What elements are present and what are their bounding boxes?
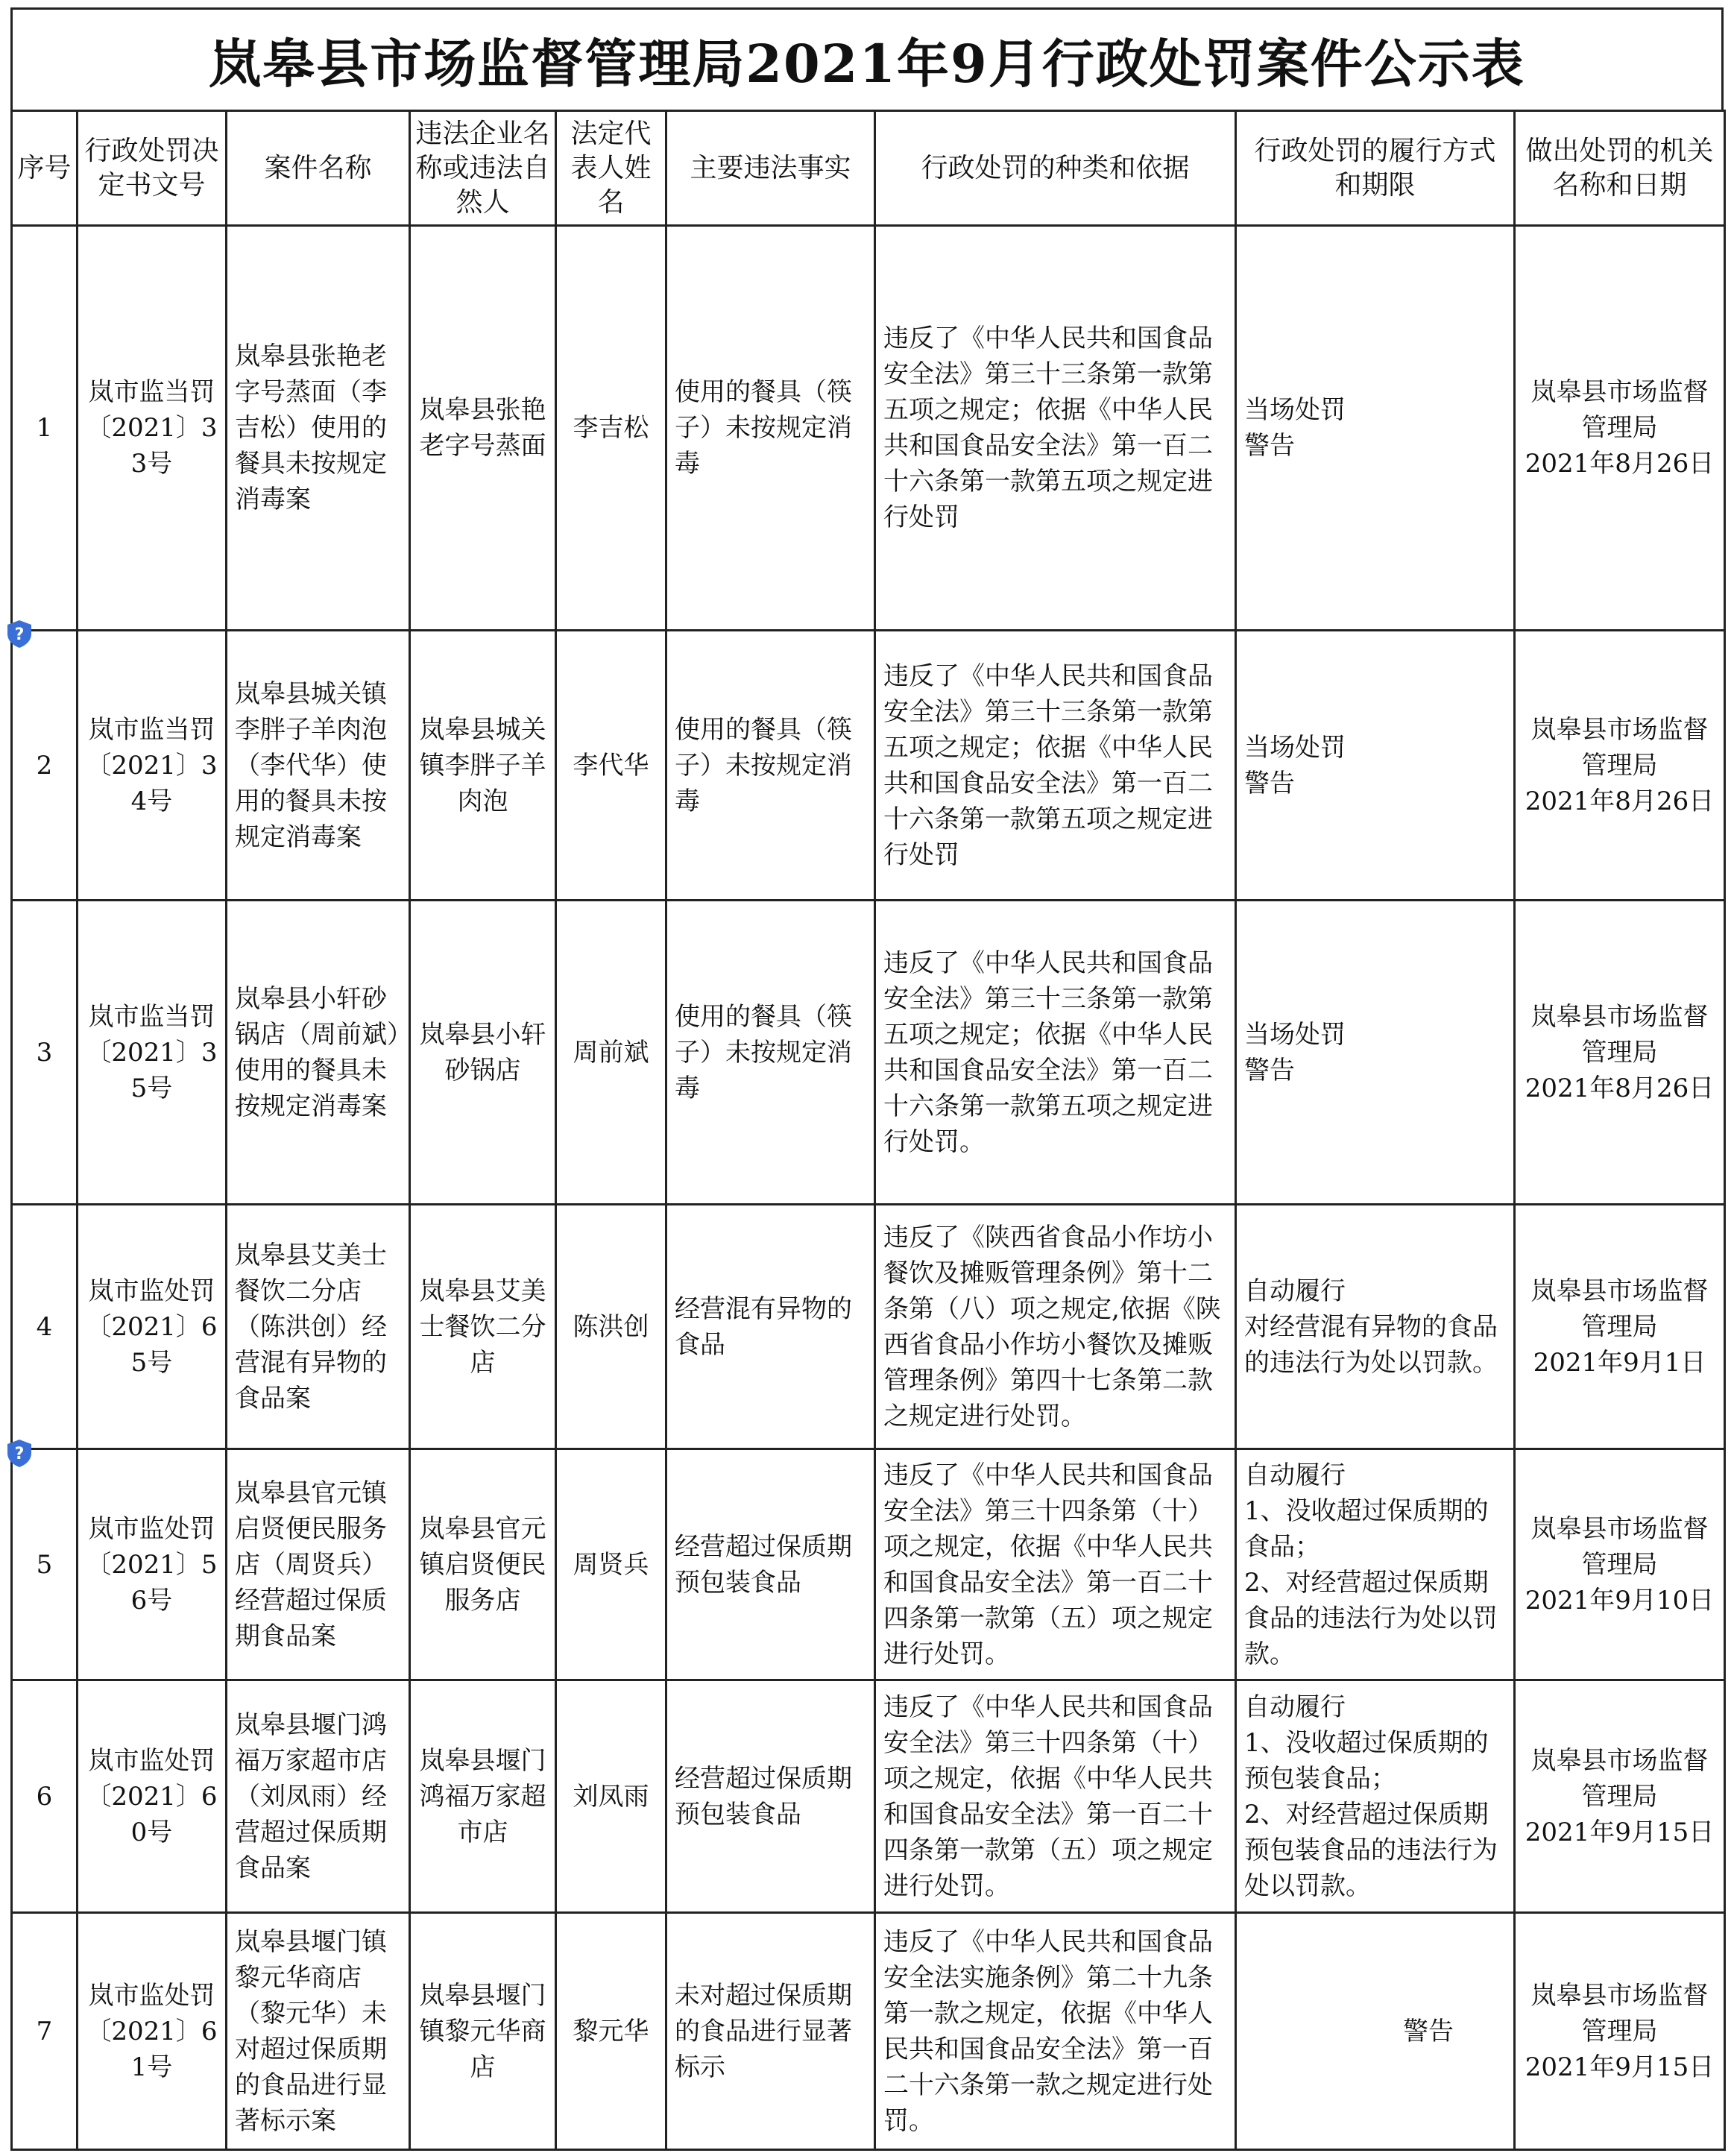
cell-legal-rep: 周前斌 <box>556 901 666 1205</box>
document-page <box>10 7 1724 2151</box>
title-bar <box>10 7 1724 110</box>
cell-execution: 自动履行 1、没收超过保质期的食品； 2、对经营超过保质期食品的违法行为处以罚款。 <box>1236 1449 1515 1680</box>
cell-party: 岚皋县堰门鸿福万家超市店 <box>410 1680 556 1913</box>
cell-party: 岚皋县官元镇启贤便民服务店 <box>410 1449 556 1680</box>
cell-seq: 5 <box>12 1449 78 1680</box>
cell-party: 岚皋县小轩砂锅店 <box>410 901 556 1205</box>
cell-legal-rep: 刘凤雨 <box>556 1680 666 1913</box>
cell-facts: 经营超过保质期预包装食品 <box>666 1680 875 1913</box>
cell-party: 岚皋县张艳老字号蒸面 <box>410 226 556 631</box>
table-row <box>12 1913 1725 2150</box>
cell-legal-rep: 陈洪创 <box>556 1205 666 1449</box>
cell-penalty: 违反了《中华人民共和国食品安全法》第三十三条第一款第五项之规定；依据《中华人民共和国食品安全法》第一百二十六条第一款第五项之规定进行处罚。 <box>875 901 1236 1205</box>
header-facts: 主要违法事实 <box>666 111 875 226</box>
cell-penalty: 违反了《中华人民共和国食品安全法》第三十三条第一款第五项之规定；依据《中华人民共和国食品安全法》第一百二十六条第一款第五项之规定进行处罚 <box>875 226 1236 631</box>
cell-seq: 3 <box>12 901 78 1205</box>
cell-execution: 当场处罚 警告 <box>1236 631 1515 901</box>
cell-case-name: 岚皋县官元镇启贤便民服务店（周贤兵）经营超过保质期食品案 <box>227 1449 410 1680</box>
cell-party: 岚皋县堰门镇黎元华商店 <box>410 1913 556 2150</box>
cell-execution: 警告 <box>1236 1913 1515 2150</box>
cell-seq: 4 <box>12 1205 78 1449</box>
cell-case-name: 岚皋县堰门镇黎元华商店（黎元华）未对超过保质期的食品进行显著标示案 <box>227 1913 410 2150</box>
table-header-row <box>12 111 1725 226</box>
cell-case-name: 岚皋县堰门鸿福万家超市店（刘凤雨）经营超过保质期食品案 <box>227 1680 410 1913</box>
table-row <box>12 1449 1725 1680</box>
cell-doc-no: 岚市监处罚〔2021〕56号 <box>78 1449 227 1680</box>
cell-facts: 使用的餐具（筷子）未按规定消毒 <box>666 901 875 1205</box>
cell-authority: 岚皋县市场监督管理局 2021年9月15日 <box>1515 1913 1725 2150</box>
header-legal-rep: 法定代表人姓名 <box>556 111 666 226</box>
header-case-name: 案件名称 <box>227 111 410 226</box>
cell-authority: 岚皋县市场监督管理局 2021年9月15日 <box>1515 1680 1725 1913</box>
cell-facts: 使用的餐具（筷子）未按规定消毒 <box>666 631 875 901</box>
cell-execution: 当场处罚 警告 <box>1236 226 1515 631</box>
cell-doc-no: 岚市监当罚〔2021〕33号 <box>78 226 227 631</box>
cell-penalty: 违反了《中华人民共和国食品安全法》第三十四条第（十）项之规定，依据《中华人民共和国食品安全法》第一百二十四条第一款第（五）项之规定进行处罚。 <box>875 1680 1236 1913</box>
cell-doc-no: 岚市监处罚〔2021〕61号 <box>78 1913 227 2150</box>
cell-seq: 7 <box>12 1913 78 2150</box>
cell-doc-no: 岚市监当罚〔2021〕35号 <box>78 901 227 1205</box>
cell-facts: 未对超过保质期的食品进行显著标示 <box>666 1913 875 2150</box>
cell-legal-rep: 李吉松 <box>556 226 666 631</box>
svg-text:?: ? <box>14 625 25 644</box>
header-seq: 序号 <box>12 111 78 226</box>
cell-facts: 经营超过保质期预包装食品 <box>666 1449 875 1680</box>
cell-seq: 6 <box>12 1680 78 1913</box>
cell-execution: 当场处罚 警告 <box>1236 901 1515 1205</box>
cell-doc-no: 岚市监处罚〔2021〕65号 <box>78 1205 227 1449</box>
cell-authority: 岚皋县市场监督管理局 2021年8月26日 <box>1515 901 1725 1205</box>
table-row <box>12 226 1725 631</box>
table-row <box>12 1205 1725 1449</box>
cell-case-name: 岚皋县张艳老字号蒸面（李吉松）使用的餐具未按规定消毒案 <box>227 226 410 631</box>
cell-seq: 2 <box>12 631 78 901</box>
cell-legal-rep: 李代华 <box>556 631 666 901</box>
header-party: 违法企业名称或违法自然人 <box>410 111 556 226</box>
header-authority: 做出处罚的机关名称和日期 <box>1515 111 1725 226</box>
cell-authority: 岚皋县市场监督管理局 2021年8月26日 <box>1515 631 1725 901</box>
header-execution: 行政处罚的履行方式和期限 <box>1236 111 1515 226</box>
cell-execution: 自动履行 对经营混有异物的食品的违法行为处以罚款。 <box>1236 1205 1515 1449</box>
cell-party: 岚皋县城关镇李胖子羊肉泡 <box>410 631 556 901</box>
header-doc-no: 行政处罚决定书文号 <box>78 111 227 226</box>
page-title: 岚皋县市场监督管理局2021年9月行政处罚案件公示表 <box>209 32 1525 95</box>
cell-execution: 自动履行 1、没收超过保质期的预包装食品； 2、对经营超过保质期预包装食品的违法行为处以罚款。 <box>1236 1680 1515 1913</box>
cell-party: 岚皋县艾美士餐饮二分店 <box>410 1205 556 1449</box>
table-row <box>12 901 1725 1205</box>
table-row <box>12 631 1725 901</box>
cell-facts: 经营混有异物的食品 <box>666 1205 875 1449</box>
cell-case-name: 岚皋县小轩砂锅店（周前斌）使用的餐具未按规定消毒案 <box>227 901 410 1205</box>
header-penalty: 行政处罚的种类和依据 <box>875 111 1236 226</box>
cell-penalty: 违反了《中华人民共和国食品安全法实施条例》第二十九条第一款之规定，依据《中华人民共和国食品安全法》第一百二十六条第一款之规定进行处罚。 <box>875 1913 1236 2150</box>
cell-doc-no: 岚市监处罚〔2021〕60号 <box>78 1680 227 1913</box>
help-shield-icon[interactable] <box>4 1438 34 1468</box>
cell-facts: 使用的餐具（筷子）未按规定消毒 <box>666 226 875 631</box>
cell-authority: 岚皋县市场监督管理局 2021年9月10日 <box>1515 1449 1725 1680</box>
cell-penalty: 违反了《中华人民共和国食品安全法》第三十四条第（十）项之规定，依据《中华人民共和国食品安全法》第一百二十四条第一款第（五）项之规定进行处罚。 <box>875 1449 1236 1680</box>
table-row <box>12 1680 1725 1913</box>
cell-penalty: 违反了《陕西省食品小作坊小餐饮及摊贩管理条例》第十二条第（八）项之规定,依据《陕西省食品小作坊小餐饮及摊贩管理条例》第四十七条第二款之规定进行处罚。 <box>875 1205 1236 1449</box>
cell-legal-rep: 黎元华 <box>556 1913 666 2150</box>
help-shield-icon[interactable] <box>4 619 34 649</box>
cell-seq: 1 <box>12 226 78 631</box>
penalty-table <box>10 110 1726 2151</box>
cell-doc-no: 岚市监当罚〔2021〕34号 <box>78 631 227 901</box>
cell-authority: 岚皋县市场监督管理局 2021年9月1日 <box>1515 1205 1725 1449</box>
svg-text:?: ? <box>14 1445 25 1463</box>
cell-case-name: 岚皋县艾美士餐饮二分店（陈洪创）经营混有异物的食品案 <box>227 1205 410 1449</box>
cell-legal-rep: 周贤兵 <box>556 1449 666 1680</box>
cell-penalty: 违反了《中华人民共和国食品安全法》第三十三条第一款第五项之规定；依据《中华人民共和国食品安全法》第一百二十六条第一款第五项之规定进行处罚 <box>875 631 1236 901</box>
cell-authority: 岚皋县市场监督管理局 2021年8月26日 <box>1515 226 1725 631</box>
cell-case-name: 岚皋县城关镇李胖子羊肉泡（李代华）使用的餐具未按规定消毒案 <box>227 631 410 901</box>
